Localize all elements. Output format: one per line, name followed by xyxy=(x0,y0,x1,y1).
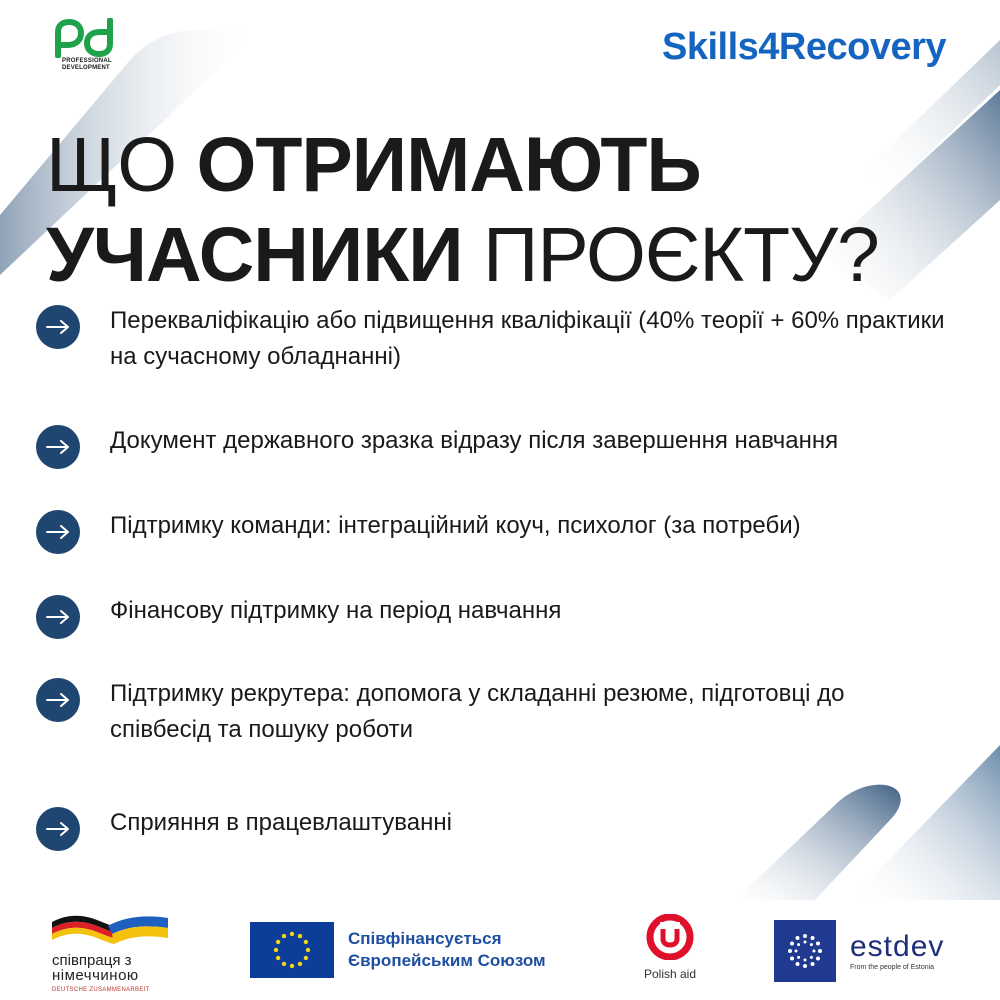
polish-aid-icon xyxy=(642,914,698,960)
list-item xyxy=(36,593,950,639)
list-item xyxy=(36,508,950,554)
polish-aid-label: Polish aid xyxy=(643,967,697,981)
germany-line2: німеччиною xyxy=(52,967,139,984)
pd-logo-icon xyxy=(52,18,122,58)
pd-logo-subtitle-line2: DEVELOPMENT xyxy=(62,65,110,71)
arrow-right-icon xyxy=(36,678,80,722)
headline-part2: ОТРИМАЮТЬ xyxy=(196,122,701,208)
polish-aid-logo xyxy=(630,914,710,984)
germany-cooperation-text xyxy=(52,953,172,998)
estdev-name: estdev xyxy=(850,929,945,963)
list-item-text: Фінансову підтримку на період навчання xyxy=(110,597,562,624)
germany-ukraine-flags-icon xyxy=(52,912,170,946)
eu-line1: Співфінансується xyxy=(348,929,502,948)
arrow-right-icon xyxy=(36,595,80,639)
list-item-text: Документ державного зразка відразу після завершення навчання xyxy=(110,427,839,454)
eu-cofunding-text xyxy=(348,928,546,972)
brand-title: Skills4Recovery xyxy=(661,26,946,68)
pd-logo-subtitle-line1: PROFESSIONAL xyxy=(62,58,112,64)
germany-line1: співпраця з xyxy=(52,952,132,969)
headline-part4: ПРОЄКТУ? xyxy=(462,212,879,298)
eu-line2: Європейським Союзом xyxy=(348,951,546,970)
arrow-right-icon xyxy=(36,305,80,349)
list-item-text: Перекваліфікацію або підвищення кваліфікації (40% теорії + 60% практики на сучасному обладнанні) xyxy=(110,307,945,370)
arrow-right-icon xyxy=(36,425,80,469)
headline xyxy=(46,120,879,300)
list-item xyxy=(36,676,950,748)
list-item-text: Підтримку рекрутера: допомога у складанні резюме, підготовці до співбесід та пошуку роботи xyxy=(110,680,845,743)
germany-cooperation-logo xyxy=(52,912,172,993)
estdev-tagline: From the people of Estonia xyxy=(850,963,935,971)
eu-flag-icon xyxy=(250,922,334,978)
arrow-right-icon xyxy=(36,807,80,851)
list-item xyxy=(36,303,950,375)
estdev-stars-icon xyxy=(774,920,836,982)
germany-line3: DEUTSCHE ZUSAMMENARBEIT xyxy=(52,987,150,993)
headline-part1: ЩО xyxy=(46,122,197,208)
headline-part3: УЧАСНИКИ xyxy=(46,212,463,298)
arrow-right-icon xyxy=(36,510,80,554)
list-item-text: Сприяння в працевлаштуванні xyxy=(110,809,452,836)
professional-development-logo xyxy=(52,18,132,76)
list-item-text: Підтримку команди: інтеграційний коуч, психолог (за потреби) xyxy=(110,512,801,539)
list-item xyxy=(36,423,950,469)
estdev-text xyxy=(850,929,945,971)
eu-cofunding-logo xyxy=(250,922,546,978)
estdev-logo xyxy=(774,920,944,982)
pd-logo-subtitle xyxy=(62,58,112,72)
list-item xyxy=(36,805,950,851)
